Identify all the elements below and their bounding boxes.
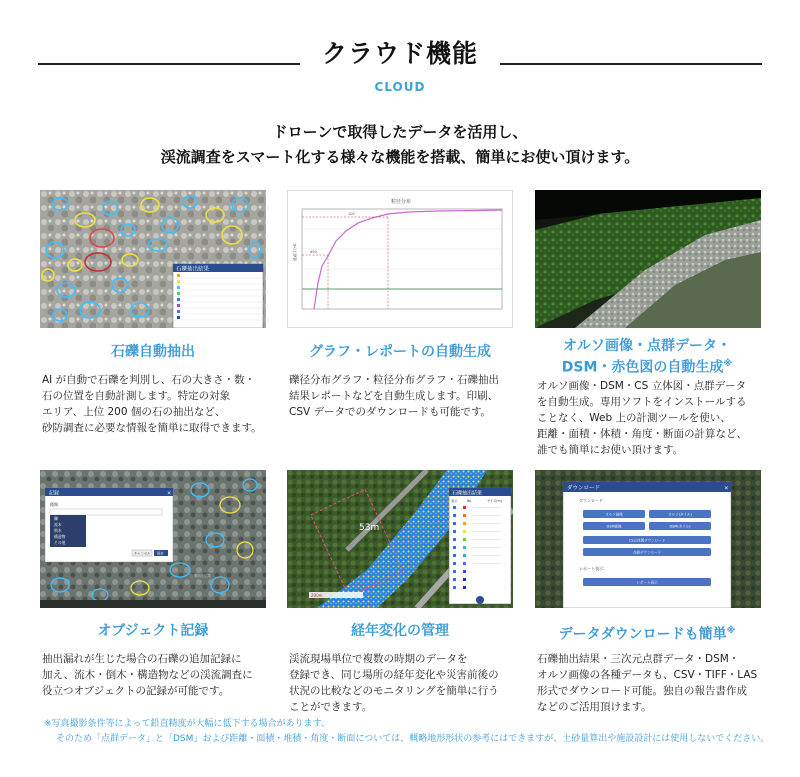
desc-line: オルソ画像の各種データも、CSV・TIFF・LAS: [537, 669, 758, 681]
desc-line: 抽出漏れが生じた場合の石礫の追加記録に: [42, 653, 242, 665]
download-dsm-button: DSM画像: [606, 524, 622, 529]
feature-desc-download: [537, 651, 773, 715]
desc-line: 砂防調査に必要な情報を簡単に取得できます。: [42, 422, 262, 434]
record-option: 礫: [54, 516, 58, 521]
distance-label: 53m: [359, 523, 380, 533]
close-icon: ×: [724, 485, 729, 492]
feature-title-stone-extraction: 石礫自動抽出: [111, 344, 195, 360]
desc-line: ことができます。: [289, 701, 373, 713]
desc-line: 状況の比較などのモニタリングを簡単に行う: [289, 685, 499, 697]
download-pointcloud-button: 点群ダウンロード: [633, 550, 661, 555]
intro-text: [0, 120, 800, 170]
desc-line: 礫径分布グラフ・粒径分布グラフ・石礫抽出: [289, 374, 499, 386]
download-ortho-tile-button: オルソ(タイル): [668, 512, 692, 517]
time-panel-col: 表示: [451, 499, 458, 503]
grain-size-chart: [288, 191, 513, 328]
feature-title-time-series: 経年変化の管理: [351, 623, 449, 639]
download-image: [535, 470, 761, 608]
desc-line: 石の位置を自動計測します。特定の対象: [42, 390, 231, 402]
desc-line: 役立つオブジェクトの記録が可能です。: [42, 685, 230, 697]
download-cs-button: CS立体図ダウンロード: [628, 538, 666, 543]
intro-line-2: 渓流調査をスマート化する様々な機能を搭載、簡単にお使い頂けます。: [160, 148, 640, 166]
cancel-button: キャンセル: [134, 551, 151, 556]
feature-title-object-record: オブジェクト記録: [97, 623, 209, 639]
time-panel-col: No: [467, 499, 472, 503]
graph-report-image: [287, 190, 513, 328]
stone-extraction-graphic: [40, 190, 266, 328]
stone-panel-title: 石礫抽出結果: [176, 266, 210, 273]
download-dsm-tile-button: DSM(タイル): [669, 524, 691, 529]
footnote-line-2: そのため「点群データ」と「DSM」および距離・面積・堆積・角度・断面については、概略地形形状の参考にはできますが、土砂量算出や施設設計には使用しないでください。: [56, 734, 770, 744]
time-series-graphic: [287, 470, 513, 608]
desc-line: などのご活用頂けます。: [537, 701, 652, 713]
object-record-graphic: [40, 470, 266, 608]
feature-title-ortho-text: DSM・赤色図の自動生成: [561, 359, 724, 376]
desc-line: エリア、上位 200 個の石の抽出など、: [42, 406, 226, 418]
object-record-image: [40, 470, 266, 608]
chart-ylabel: 通過百分率: [293, 243, 297, 261]
feature-title-graph-report: グラフ・レポートの自動生成: [309, 344, 491, 360]
point-cloud-graphic: [535, 190, 761, 328]
page-title: クラウド機能: [321, 39, 478, 68]
footnote-mark: ※: [723, 359, 733, 369]
desc-line: 距離・面積・体積・角度・断面の計算など、: [537, 428, 747, 440]
chart-title: 粒径分布: [390, 199, 412, 205]
feature-title-ortho: [522, 337, 772, 377]
download-graphic: [535, 470, 761, 608]
desc-line: AI が自動で石礫を判別し、石の大きさ・数・: [42, 374, 256, 386]
stone-extraction-image: [40, 190, 266, 328]
download-ortho-button: オルソ画像: [605, 512, 623, 517]
feature-desc-ortho: [537, 378, 773, 458]
save-button: 保存: [157, 551, 164, 556]
desc-line: ことなく、Web 上の計測ツールを使い、: [537, 412, 731, 424]
record-dialog-title: 記録: [49, 490, 60, 497]
record-option: 倒木: [54, 528, 62, 533]
desc-line: 結果レポートなどを自動生成します。印刷、: [289, 390, 499, 402]
desc-line: 渓流現場単位で複数の時期のデータを: [289, 653, 468, 665]
report-view-button: レポート表示: [636, 580, 658, 585]
desc-line: 登録でき、同じ場所の経年変化や災害前後の: [289, 669, 499, 681]
report-section-label: レポート表示：: [579, 566, 607, 571]
desc-line: 加え、流木・倒木・構造物などの渓流調査に: [42, 669, 253, 681]
desc-line: オルソ画像・DSM・CS 立体図・点群データ: [537, 380, 747, 392]
page-subtitle: CLOUD: [374, 80, 426, 94]
feature-title-ortho-line1: オルソ画像・点群データ・: [563, 338, 731, 354]
record-option: その他: [54, 540, 66, 545]
time-series-image: [287, 470, 513, 608]
intro-line-1: ドローンで取得したデータを活用し、: [272, 123, 528, 141]
desc-line: CSV データでのダウンロードも可能です。: [289, 406, 492, 418]
feature-desc-graph-report: [289, 372, 525, 420]
feature-desc-time-series: [289, 651, 525, 715]
record-option: 流木: [54, 522, 62, 527]
record-status-text: 石礫抽出結果: [190, 574, 211, 578]
record-option: 構造物: [54, 534, 66, 539]
point-cloud-image: [535, 190, 761, 328]
record-field-label: 種類: [50, 502, 58, 507]
footnote-mark: ※: [726, 626, 736, 636]
time-panel-col: サイズ(m): [487, 499, 502, 503]
desc-line: を自動生成。専用ソフトをインストールする: [537, 396, 747, 408]
feature-title-download: [522, 622, 772, 644]
feature-desc-object-record: [42, 651, 278, 699]
scale-label: 200m: [311, 593, 323, 598]
close-icon: ×: [167, 490, 172, 497]
time-panel-title: 石礫抽出結果: [452, 490, 483, 497]
footnote-line-1: ※写真撮影条件等によって鉛直精度が大幅に低下する場合があります。: [44, 719, 330, 729]
download-dialog-title: ダウンロード: [567, 485, 601, 492]
chart-marker-1: 100: [348, 212, 355, 216]
feature-title-ortho-line2: [522, 355, 772, 377]
download-section-label: ダウンロード：: [579, 498, 607, 503]
feature-desc-stone-extraction: [42, 372, 278, 436]
feature-title-download-text: データダウンロードも簡単: [558, 626, 727, 643]
chart-marker-2: d50: [310, 250, 317, 254]
desc-line: 形式でダウンロード可能。独自の報告書作成: [537, 685, 747, 697]
desc-line: 誰でも簡単にお使い頂けます。: [537, 444, 684, 456]
desc-line: 石礫抽出結果・三次元点群データ・DSM・: [537, 653, 740, 665]
